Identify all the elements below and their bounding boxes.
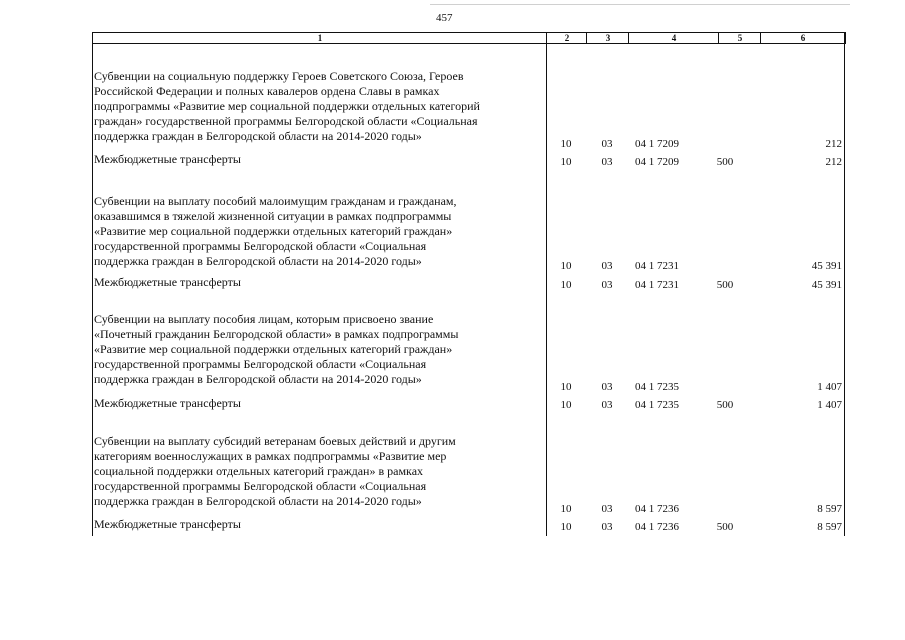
header-col-1: 1 — [317, 33, 323, 43]
row-transfer-label: Межбюджетные трансферты — [94, 275, 241, 289]
header-col-6: 6 — [800, 33, 806, 43]
header-col-2: 2 — [564, 33, 570, 43]
cell-section: 10 — [560, 156, 572, 168]
cell-amount: 8 597 — [817, 503, 842, 515]
cell-section: 10 — [560, 279, 572, 291]
cell-target-article: 04 1 7236 — [635, 503, 679, 515]
cell-target-article: 04 1 7231 — [635, 260, 679, 272]
cell-section: 10 — [560, 260, 572, 272]
col-line-left — [92, 32, 93, 536]
cell-amount: 45 391 — [811, 260, 842, 272]
col-line-4 — [718, 32, 719, 44]
top-rule — [430, 4, 850, 5]
header-col-5: 5 — [737, 33, 743, 43]
cell-amount: 1 407 — [817, 381, 842, 393]
row-transfer-label: Межбюджетные трансферты — [94, 152, 241, 166]
row-description: Субвенции на выплату субсидий ветеранам боевых действий и другим категориям военнослужащих в рамках подпрограммы «Развитие мер социальной поддержки отдельных категорий граждан» в рамках государственной программы Белгородской области «Социальная поддержка граждан в Белгородской области на 2014-2020 годы» — [94, 434, 456, 508]
cell-target-article: 04 1 7231 — [635, 279, 679, 291]
cell-subsection: 03 — [601, 521, 613, 533]
cell-amount: 45 391 — [811, 279, 842, 291]
cell-section: 10 — [560, 381, 572, 393]
cell-expense-type: 500 — [716, 156, 734, 168]
cell-subsection: 03 — [601, 279, 613, 291]
cell-subsection: 03 — [601, 260, 613, 272]
cell-subsection: 03 — [601, 399, 613, 411]
col-line-right — [844, 32, 845, 536]
cell-subsection: 03 — [601, 503, 613, 515]
cell-target-article: 04 1 7235 — [635, 399, 679, 411]
table-header — [92, 32, 846, 44]
cell-expense-type: 500 — [716, 279, 734, 291]
cell-section: 10 — [560, 521, 572, 533]
cell-target-article: 04 1 7209 — [635, 138, 679, 150]
cell-amount: 1 407 — [817, 399, 842, 411]
cell-subsection: 03 — [601, 156, 613, 168]
cell-target-article: 04 1 7209 — [635, 156, 679, 168]
cell-target-article: 04 1 7236 — [635, 521, 679, 533]
cell-subsection: 03 — [601, 138, 613, 150]
row-transfer-label: Межбюджетные трансферты — [94, 517, 241, 531]
col-line-2 — [586, 32, 587, 44]
row-description: Субвенции на выплату пособия лицам, которым присвоено звание «Почетный гражданин Белгородской области» в рамках подпрограммы «Развитие мер социальной поддержки отдельных категорий граждан» государственной программы Белгородской области «Социальная поддержка граждан в Белгородской области на 2014-2020 годы» — [94, 312, 459, 386]
col-line-5 — [760, 32, 761, 44]
cell-amount: 8 597 — [817, 521, 842, 533]
row-transfer-label: Межбюджетные трансферты — [94, 396, 241, 410]
cell-expense-type: 500 — [716, 399, 734, 411]
page-number: 457 — [436, 12, 453, 24]
row-description: Субвенции на выплату пособий малоимущим гражданам и гражданам, оказавшимся в тяжелой жизненной ситуации в рамках подпрограммы «Развитие мер социальной поддержки отдельных категорий граждан» государственной программы Белгородской области «Социальная поддержка граждан в Белгородской области на 2014-2020 годы» — [94, 194, 457, 268]
cell-section: 10 — [560, 503, 572, 515]
cell-amount: 212 — [825, 156, 842, 168]
col-line-3 — [628, 32, 629, 44]
cell-amount: 212 — [825, 138, 842, 150]
cell-section: 10 — [560, 399, 572, 411]
row-description: Субвенции на социальную поддержку Героев Советского Союза, Героев Российской Федерации и полных кавалеров ордена Славы в рамках подпрограммы «Развитие мер социальной поддержки отдельных категорий граждан» государственной программы Белгородской области «Социальная поддержка граждан в Белгородской области на 2014-2020 годы» — [94, 69, 480, 143]
cell-expense-type: 500 — [716, 521, 734, 533]
budget-table — [92, 32, 846, 536]
header-col-4: 4 — [671, 33, 677, 43]
header-col-3: 3 — [605, 33, 611, 43]
cell-target-article: 04 1 7235 — [635, 381, 679, 393]
cell-subsection: 03 — [601, 381, 613, 393]
cell-section: 10 — [560, 138, 572, 150]
